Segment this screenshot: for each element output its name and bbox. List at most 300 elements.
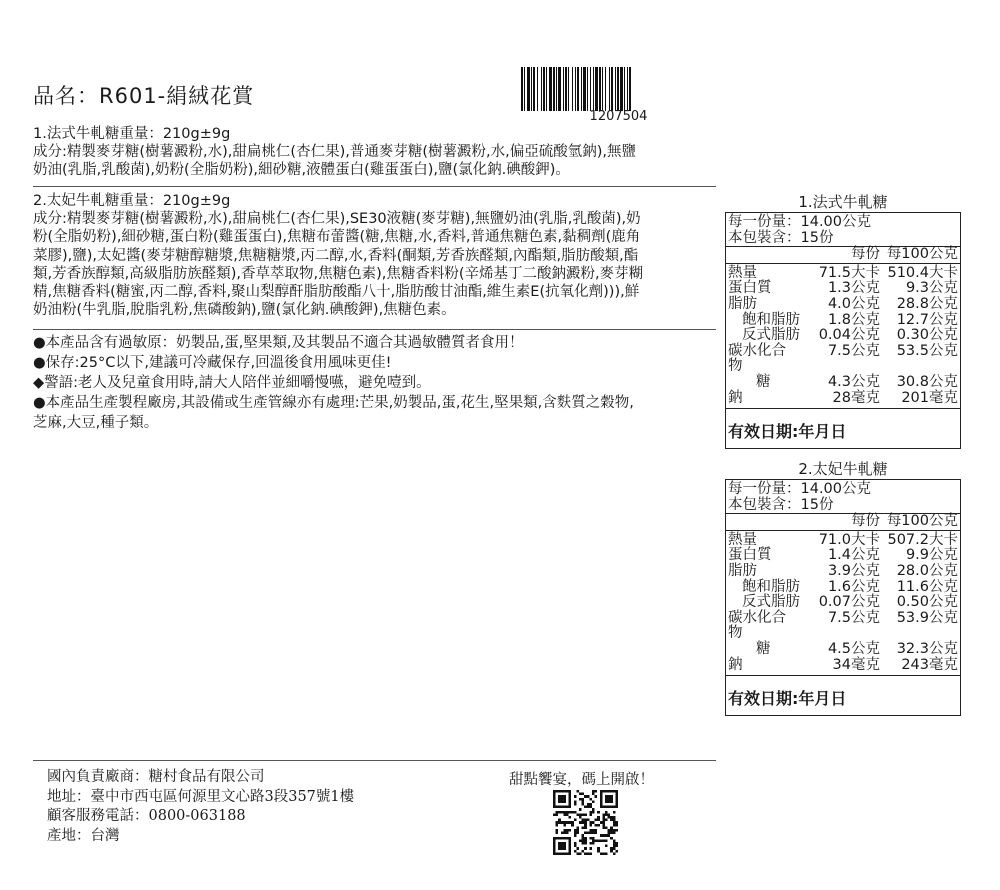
qr-module (589, 824, 592, 827)
servings-per-pack: 本包裝含：15份 (726, 231, 960, 248)
barcode-bar (537, 67, 538, 111)
barcode-bar (577, 67, 579, 111)
nutrition-row (726, 375, 960, 391)
servings-per-pack: 本包裝含：15份 (726, 498, 960, 515)
barcode-bar (556, 67, 557, 111)
qr-module (589, 837, 592, 840)
qr-module (576, 826, 579, 829)
qr-module (608, 834, 611, 837)
qr-module (584, 806, 587, 809)
allergen-note: ●本產品含有過敏原：奶製品,蛋,堅果類,及其製品不適合其過敏體質者食用！ (33, 335, 524, 351)
barcode-bar (583, 67, 586, 111)
qr-module (576, 847, 579, 850)
nutrition-row (726, 658, 960, 674)
value-per-serving: 4.0公克 (827, 295, 880, 312)
qr-module (582, 850, 585, 853)
qr-module (584, 821, 587, 824)
qr-module (600, 834, 603, 837)
value-per-serving: 0.04公克 (818, 327, 880, 344)
qr-module (613, 852, 616, 855)
qr-module (566, 813, 569, 816)
qr-module (579, 821, 582, 824)
qr-module (595, 795, 598, 798)
qr-module (579, 852, 582, 855)
barcode-bar (590, 67, 591, 111)
qr-module (615, 829, 618, 832)
company-address: 地址：臺中市西屯區何源里文心路3段357號1樓 (47, 788, 355, 805)
barcode-bar (541, 67, 542, 111)
barcode-bar (524, 67, 525, 111)
qr-module (597, 850, 600, 853)
qr-module (587, 852, 590, 855)
qr-module (584, 813, 587, 816)
qr-module (584, 824, 587, 827)
qr-module (597, 819, 600, 822)
qr-module (595, 790, 598, 793)
nutrition-title: 1.法式牛軋糖 (798, 193, 888, 211)
nutrition-panel-french (725, 192, 961, 449)
qr-module (574, 811, 577, 814)
expiry-date: 有效日期:年月日 (725, 409, 961, 449)
qr-module (613, 829, 616, 832)
value-per-100g: 0.30公克 (896, 327, 958, 344)
qr-module (563, 811, 566, 814)
qr-module (587, 832, 590, 835)
nutrition-row (726, 344, 960, 375)
qr-module (589, 847, 592, 850)
qr-module (610, 826, 613, 829)
nutrient-label: 反式脂肪 (742, 594, 800, 611)
qr-module (556, 811, 559, 814)
qr-module (587, 803, 590, 806)
qr-module (576, 790, 579, 793)
barcode-bar (521, 67, 523, 111)
ingredient-line: 類,芳香族醇類,高級脂肪族醛類),香草萃取物,焦糖色素),焦糖香料粉(辛烯基丁二酸鈉澱粉,麥芽糊 (33, 265, 644, 282)
nutrient-label: 碳水化合物 (728, 342, 786, 375)
qr-module (613, 842, 616, 845)
qr-module (569, 811, 572, 814)
qr-finder (558, 795, 566, 803)
footer-divider (33, 760, 716, 761)
qr-module (574, 842, 577, 845)
qr-module (605, 852, 608, 855)
barcode-bar (599, 67, 601, 111)
qr-module (563, 813, 566, 816)
nutrient-label: 熱量 (728, 264, 757, 281)
value-per-100g: 510.4大卡 (887, 264, 958, 281)
qr-module (589, 803, 592, 806)
ingredient-line: 奶油粉(牛乳脂,脫脂乳粉,焦磷酸鈉),鹽(氯化鈉.碘酸鉀),焦糖色素。 (33, 302, 456, 319)
section-divider (33, 329, 716, 330)
value-per-100g: 243毫克 (901, 656, 958, 673)
value-per-100g: 32.3公克 (896, 640, 958, 657)
qr-module (556, 821, 559, 824)
section-heading: 2.太妃牛軋糖重量：210g±9g (33, 193, 231, 209)
qr-module (569, 821, 572, 824)
qr-module (608, 832, 611, 835)
qr-module (605, 834, 608, 837)
qr-module (615, 821, 618, 824)
qr-module (584, 832, 587, 835)
qr-module (574, 795, 577, 798)
nutrition-title: 2.太妃牛軋糖 (798, 460, 888, 478)
qr-module (597, 816, 600, 819)
barcode-bar (581, 67, 582, 111)
qr-module (558, 811, 561, 814)
qr-module (602, 821, 605, 824)
qr-module (584, 819, 587, 822)
qr-module (582, 834, 585, 837)
nutrition-row (726, 580, 960, 596)
qr-module (582, 826, 585, 829)
nutrition-row (726, 313, 960, 329)
qr-module (566, 821, 569, 824)
barcode-bar (531, 67, 532, 111)
value-per-serving: 1.6公克 (827, 578, 880, 595)
qr-module (597, 824, 600, 827)
qr-module (561, 832, 564, 835)
nutrient-label: 糖 (756, 640, 771, 657)
qr-module (584, 852, 587, 855)
nutrient-label: 蛋白質 (728, 547, 772, 564)
qr-module (558, 821, 561, 824)
qr-module (582, 803, 585, 806)
value-per-serving: 7.5公克 (827, 609, 880, 626)
barcode-bar (543, 67, 545, 111)
qr-module (556, 824, 559, 827)
nutrient-label: 鈉 (728, 656, 743, 673)
barcode-bar (611, 67, 613, 111)
value-per-100g: 53.5公克 (896, 342, 958, 359)
qr-module (574, 834, 577, 837)
qr-module (558, 819, 561, 822)
nutrition-rows (726, 264, 960, 408)
value-per-100g: 30.8公克 (896, 373, 958, 390)
facility-note-cont: 芝麻,大豆,種子類。 (33, 415, 159, 431)
barcode-bar (568, 67, 569, 111)
qr-module (571, 811, 574, 814)
value-per-serving: 1.3公克 (827, 280, 880, 297)
qr-module (579, 793, 582, 796)
qr-module (561, 821, 564, 824)
qr-module (563, 829, 566, 832)
nutrient-label: 脂肪 (728, 562, 757, 579)
qr-module (589, 806, 592, 809)
qr-module (595, 819, 598, 822)
qr-module (605, 826, 608, 829)
qr-module (600, 821, 603, 824)
qr-module (595, 824, 598, 827)
facility-note: ●本產品生產製程廠房,其設備或生產管線亦有處理:芒果,奶製品,蛋,花生,堅果類,含麩質之穀物, (33, 395, 634, 411)
barcode-bar (617, 67, 619, 111)
qr-module (613, 839, 616, 842)
serving-size: 每一份量：14.00公克 (728, 214, 872, 230)
qr-module (595, 829, 598, 832)
qr-module (576, 852, 579, 855)
value-per-100g: 28.0公克 (896, 562, 958, 579)
nutrient-label: 飽和脂肪 (742, 578, 800, 595)
qr-module (556, 813, 559, 816)
ingredient-line: 成分:精製麥芽糖(樹薯澱粉,水),甜扁桃仁(杏仁果),普通麥芽糖(樹薯澱粉,水,偏亞硫酸氫鈉),無鹽 (33, 144, 636, 161)
nutrition-row (726, 564, 960, 580)
qr-module (597, 847, 600, 850)
qr-module (589, 832, 592, 835)
nutrient-label: 鈉 (728, 389, 743, 406)
qr-module (584, 847, 587, 850)
qr-module (610, 816, 613, 819)
qr-module (597, 811, 600, 814)
value-per-100g: 12.7公克 (896, 311, 958, 328)
nutrient-label: 蛋白質 (728, 280, 772, 297)
nutrition-row (726, 328, 960, 344)
qr-module (584, 839, 587, 842)
value-per-serving: 1.4公克 (827, 547, 880, 564)
col-per-serving: 每份 (851, 246, 880, 263)
qr-module (579, 839, 582, 842)
nutrition-row (726, 281, 960, 297)
qr-slogan: 甜點饗宴，碼上開啟！ (509, 772, 654, 788)
section-toffee-nougat (33, 192, 716, 319)
col-per-100g: 每100公克 (886, 513, 958, 530)
barcode-bar (609, 67, 610, 111)
barcode-bar (620, 67, 623, 111)
nutrient-label: 糖 (756, 373, 771, 390)
qr-module (610, 850, 613, 853)
value-per-100g: 201毫克 (901, 389, 958, 406)
barcode-bar (605, 67, 606, 111)
barcode-bar (627, 67, 628, 111)
qr-module (574, 832, 577, 835)
qr-module (563, 821, 566, 824)
barcode-bar (593, 67, 594, 111)
value-per-100g: 53.9公克 (896, 609, 958, 626)
value-per-serving: 34毫克 (832, 656, 880, 673)
qr-module (589, 829, 592, 832)
value-per-100g: 28.8公克 (896, 295, 958, 312)
origin: 產地：台灣 (47, 827, 120, 844)
qr-finder (605, 795, 613, 803)
qr-module (605, 839, 608, 842)
qr-module (574, 829, 577, 832)
qr-module (592, 832, 595, 835)
qr-module (610, 819, 613, 822)
qr-module (587, 819, 590, 822)
qr-module (574, 803, 577, 806)
qr-module (602, 824, 605, 827)
qr-module (613, 845, 616, 848)
qr-module (582, 819, 585, 822)
barcode-bar (629, 67, 631, 111)
nutrition-column-headers (726, 514, 960, 531)
qr-module (574, 819, 577, 822)
qr-module (605, 811, 608, 814)
qr-module (615, 824, 618, 827)
qr-module (582, 798, 585, 801)
product-name-label: 品名： (33, 84, 99, 108)
qr-module (582, 842, 585, 845)
qr-module (584, 837, 587, 840)
qr-code-image[interactable] (553, 790, 618, 855)
qr-module (579, 798, 582, 801)
qr-module (584, 842, 587, 845)
qr-module (576, 832, 579, 835)
qr-module (589, 852, 592, 855)
nutrition-table (725, 212, 961, 409)
nutrition-table (725, 479, 961, 676)
qr-module (574, 800, 577, 803)
barcode-number: 1207504 (589, 109, 648, 124)
qr-module (574, 850, 577, 853)
company-name: 國內負責廠商：糖村食品有限公司 (47, 769, 265, 785)
nutrient-label: 熱量 (728, 531, 757, 548)
qr-module (608, 816, 611, 819)
nutrition-column-headers (726, 247, 960, 264)
qr-module (576, 829, 579, 832)
qr-module (605, 845, 608, 848)
ingredient-line: 成分:精製麥芽糖(樹薯澱粉,水),甜扁桃仁(杏仁果),SE30液糖(麥芽糖),無鹽奶油(乳脂,乳酸菌),奶 (33, 211, 641, 228)
nutrition-row (726, 297, 960, 313)
qr-module (587, 806, 590, 809)
section-french-nougat (33, 125, 716, 180)
nutrition-row (726, 548, 960, 564)
nutrition-row (726, 391, 960, 407)
qr-module (592, 808, 595, 811)
barcode-bar (558, 67, 561, 111)
nutrition-row (726, 595, 960, 611)
qr-module (613, 832, 616, 835)
nutrition-rows (726, 531, 960, 675)
qr-module (556, 829, 559, 832)
barcode-bar (546, 67, 547, 111)
qr-module (563, 824, 566, 827)
qr-module (613, 816, 616, 819)
qr-module (613, 819, 616, 822)
qr-module (602, 813, 605, 816)
qr-module (569, 816, 572, 819)
product-name-value: R601-絹絨花賞 (99, 84, 255, 108)
qr-module (610, 847, 613, 850)
qr-module (613, 821, 616, 824)
qr-module (579, 816, 582, 819)
qr-module (610, 832, 613, 835)
nutrition-row (726, 642, 960, 658)
barcode-bar (563, 67, 564, 111)
barcode-bar (595, 67, 598, 111)
expiry-date: 有效日期:年月日 (725, 676, 961, 716)
qr-module (566, 829, 569, 832)
ingredient-line: 精,焦糖香料(糖蜜,丙二醇,香料,聚山梨醇酐脂肪酸酯八十,脂肪酸甘油酯,維生素E(抗氧化劑))),鮮 (33, 284, 640, 301)
qr-module (592, 837, 595, 840)
barcode-bar (624, 67, 625, 111)
qr-module (610, 837, 613, 840)
qr-module (592, 790, 595, 793)
col-per-100g: 每100公克 (886, 246, 958, 263)
value-per-serving: 0.07公克 (818, 594, 880, 611)
qr-module (592, 842, 595, 845)
qr-module (589, 813, 592, 816)
barcode-bar (553, 67, 555, 111)
qr-module (582, 839, 585, 842)
nutrition-row (726, 611, 960, 642)
value-per-serving: 3.9公克 (827, 562, 880, 579)
qr-module (563, 832, 566, 835)
qr-module (582, 821, 585, 824)
nutrient-label: 反式脂肪 (742, 327, 800, 344)
qr-module (597, 839, 600, 842)
nutrient-label: 飽和脂肪 (742, 311, 800, 328)
qr-module (592, 829, 595, 832)
qr-module (587, 795, 590, 798)
qr-module (571, 824, 574, 827)
qr-module (613, 811, 616, 814)
qr-module (579, 813, 582, 816)
qr-module (574, 845, 577, 848)
qr-module (566, 832, 569, 835)
value-per-serving: 28毫克 (832, 389, 880, 406)
value-per-100g: 9.9公克 (905, 547, 958, 564)
qr-module (600, 839, 603, 842)
product-name (33, 80, 254, 110)
qr-finder (558, 842, 566, 850)
qr-module (602, 816, 605, 819)
qr-module (582, 793, 585, 796)
qr-module (608, 813, 611, 816)
qr-module (589, 842, 592, 845)
qr-module (589, 811, 592, 814)
storage-note: ●保存:25°C以下,建議可冷藏保存,回溫後食用風味更佳! (33, 355, 392, 371)
barcode-bar (572, 67, 573, 111)
value-per-100g: 507.2大卡 (887, 531, 958, 548)
qr-module (592, 811, 595, 814)
qr-module (582, 837, 585, 840)
barcode-bar (533, 67, 535, 111)
company-phone: 顧客服務電話：0800-063188 (47, 808, 246, 825)
qr-module (615, 842, 618, 845)
qr-module (608, 829, 611, 832)
ingredient-line: 奶油(乳脂,乳酸菌),奶粉(全脂奶粉),細砂糖,液體蛋白(雞蛋蛋白),鹽(氯化鈉.碘酸鉀)。 (33, 162, 570, 179)
qr-module (569, 829, 572, 832)
qr-module (582, 813, 585, 816)
qr-module (613, 824, 616, 827)
qr-module (592, 821, 595, 824)
qr-module (602, 852, 605, 855)
qr-module (561, 811, 564, 814)
qr-module (602, 839, 605, 842)
section-divider (33, 186, 716, 187)
qr-module (589, 821, 592, 824)
barcode-bar (565, 67, 567, 111)
nutrition-panel-toffee (725, 459, 961, 716)
qr-module (553, 813, 556, 816)
qr-module (589, 798, 592, 801)
qr-module (595, 839, 598, 842)
qr-module (582, 800, 585, 803)
qr-module (602, 819, 605, 822)
ingredient-line: 菜膠),鹽),太妃醬(麥芽糖醇糖漿,焦糖糖漿,丙二醇,水,香料(酮類,芳香族醛類,內酯類,脂肪酸類,酯 (33, 247, 639, 264)
notes-block (33, 333, 716, 433)
qr-module (605, 813, 608, 816)
value-per-serving: 71.5大卡 (818, 264, 880, 281)
warning-note: ◆警語:老人及兒童食用時,請大人陪伴並細嚼慢嚥，避免噎到。 (33, 375, 431, 391)
qr-module (584, 826, 587, 829)
value-per-100g: 9.3公克 (905, 280, 958, 297)
qr-module (556, 832, 559, 835)
value-per-serving: 1.8公克 (827, 311, 880, 328)
value-per-serving: 4.3公克 (827, 373, 880, 390)
nutrient-label: 碳水化合物 (728, 609, 786, 642)
barcode-image (521, 67, 716, 111)
barcode-bar (602, 67, 603, 111)
